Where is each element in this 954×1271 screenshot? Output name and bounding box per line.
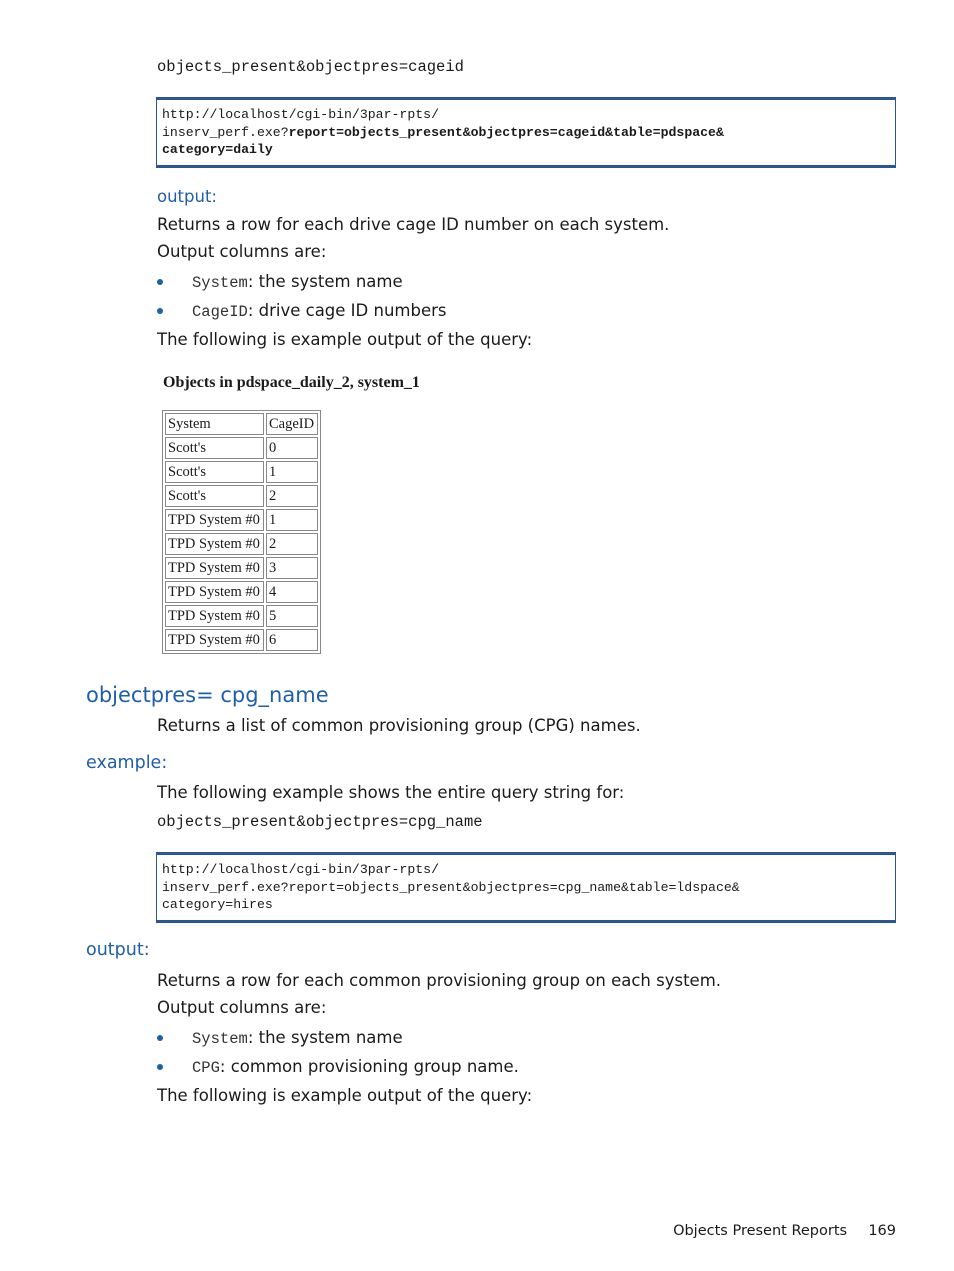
- footer-page-number: 169: [868, 1223, 896, 1239]
- url-line-2: inserv_perf.exe?report=objects_present&objectpres=cageid&table=pdspace&: [162, 124, 724, 140]
- example-intro: The following example shows the entire query string for:: [157, 783, 625, 802]
- table-row: [165, 485, 318, 507]
- bullet-icon: [157, 279, 163, 285]
- query-url-box-cageid: [156, 97, 896, 168]
- url-line-3: category=hires: [162, 897, 273, 912]
- column-item-cageid: CageID: drive cage ID numbers: [192, 301, 447, 321]
- table-cell-system: TPD System #0: [165, 533, 264, 555]
- table-cell-cageid: 3: [266, 557, 318, 579]
- example-output-table: [162, 410, 321, 654]
- table-cell-cageid: 1: [266, 509, 318, 531]
- output-heading: output:: [86, 940, 150, 960]
- table-header-row: [165, 413, 318, 435]
- table-cell-system: Scott's: [165, 437, 264, 459]
- table-cell-system: TPD System #0: [165, 629, 264, 651]
- query-url-box-cpg-name: [156, 852, 896, 923]
- query-code-cageid: objects_present&objectpres=cageid: [157, 58, 464, 76]
- table-cell-system: Scott's: [165, 485, 264, 507]
- table-cell-cageid: 1: [266, 461, 318, 483]
- table-row: [165, 437, 318, 459]
- page-footer: [673, 1223, 896, 1239]
- footer-section-name: Objects Present Reports: [673, 1223, 848, 1239]
- table-row: [165, 557, 318, 579]
- table-cell-system: TPD System #0: [165, 509, 264, 531]
- section-description: Returns a list of common provisioning group (CPG) names.: [157, 716, 641, 735]
- example-output-intro: The following is example output of the query:: [157, 1086, 533, 1105]
- table-header-cell: System: [165, 413, 264, 435]
- url-line-3: category=daily: [162, 142, 273, 157]
- table-cell-system: Scott's: [165, 461, 264, 483]
- table-cell-cageid: 4: [266, 581, 318, 603]
- table-cell-cageid: 5: [266, 605, 318, 627]
- table-row: [165, 509, 318, 531]
- output-description: Returns a row for each common provisioning group on each system.: [157, 971, 722, 990]
- output-heading: output:: [157, 187, 217, 206]
- table-title: Objects in pdspace_daily_2, system_1: [163, 374, 420, 391]
- url-line-1: http://localhost/cgi-bin/3par-rpts/: [162, 107, 439, 122]
- example-heading: example:: [86, 753, 168, 773]
- table-cell-system: TPD System #0: [165, 581, 264, 603]
- table-row: [165, 605, 318, 627]
- table-row: [165, 629, 318, 651]
- table-cell-system: TPD System #0: [165, 557, 264, 579]
- output-description: Returns a row for each drive cage ID number on each system.: [157, 215, 670, 234]
- example-output-intro: The following is example output of the query:: [157, 330, 533, 349]
- table-cell-cageid: 2: [266, 485, 318, 507]
- url-line-2: inserv_perf.exe?report=objects_present&objectpres=cpg_name&table=ldspace&: [162, 879, 740, 895]
- table-header-cell: CageID: [266, 413, 318, 435]
- url-line-1: http://localhost/cgi-bin/3par-rpts/: [162, 862, 439, 877]
- table-row: [165, 581, 318, 603]
- output-columns-intro: Output columns are:: [157, 242, 327, 261]
- table-cell-cageid: 6: [266, 629, 318, 651]
- output-columns-intro: Output columns are:: [157, 998, 327, 1017]
- bullet-icon: [157, 308, 163, 314]
- table-row: [165, 533, 318, 555]
- column-item-system: System: the system name: [192, 1028, 403, 1048]
- table-cell-cageid: 0: [266, 437, 318, 459]
- table-row: [165, 461, 318, 483]
- url-query-bold: report=objects_present&objectpres=cageid&table=pdspace&: [288, 124, 724, 140]
- column-item-system: System: the system name: [192, 272, 403, 292]
- bullet-icon: [157, 1064, 163, 1070]
- section-heading-cpg-name: objectpres= cpg_name: [86, 683, 329, 707]
- table-cell-system: TPD System #0: [165, 605, 264, 627]
- bullet-icon: [157, 1035, 163, 1041]
- column-item-cpg: CPG: common provisioning group name.: [192, 1057, 519, 1077]
- query-code-cpg-name: objects_present&objectpres=cpg_name: [157, 813, 483, 831]
- table-cell-cageid: 2: [266, 533, 318, 555]
